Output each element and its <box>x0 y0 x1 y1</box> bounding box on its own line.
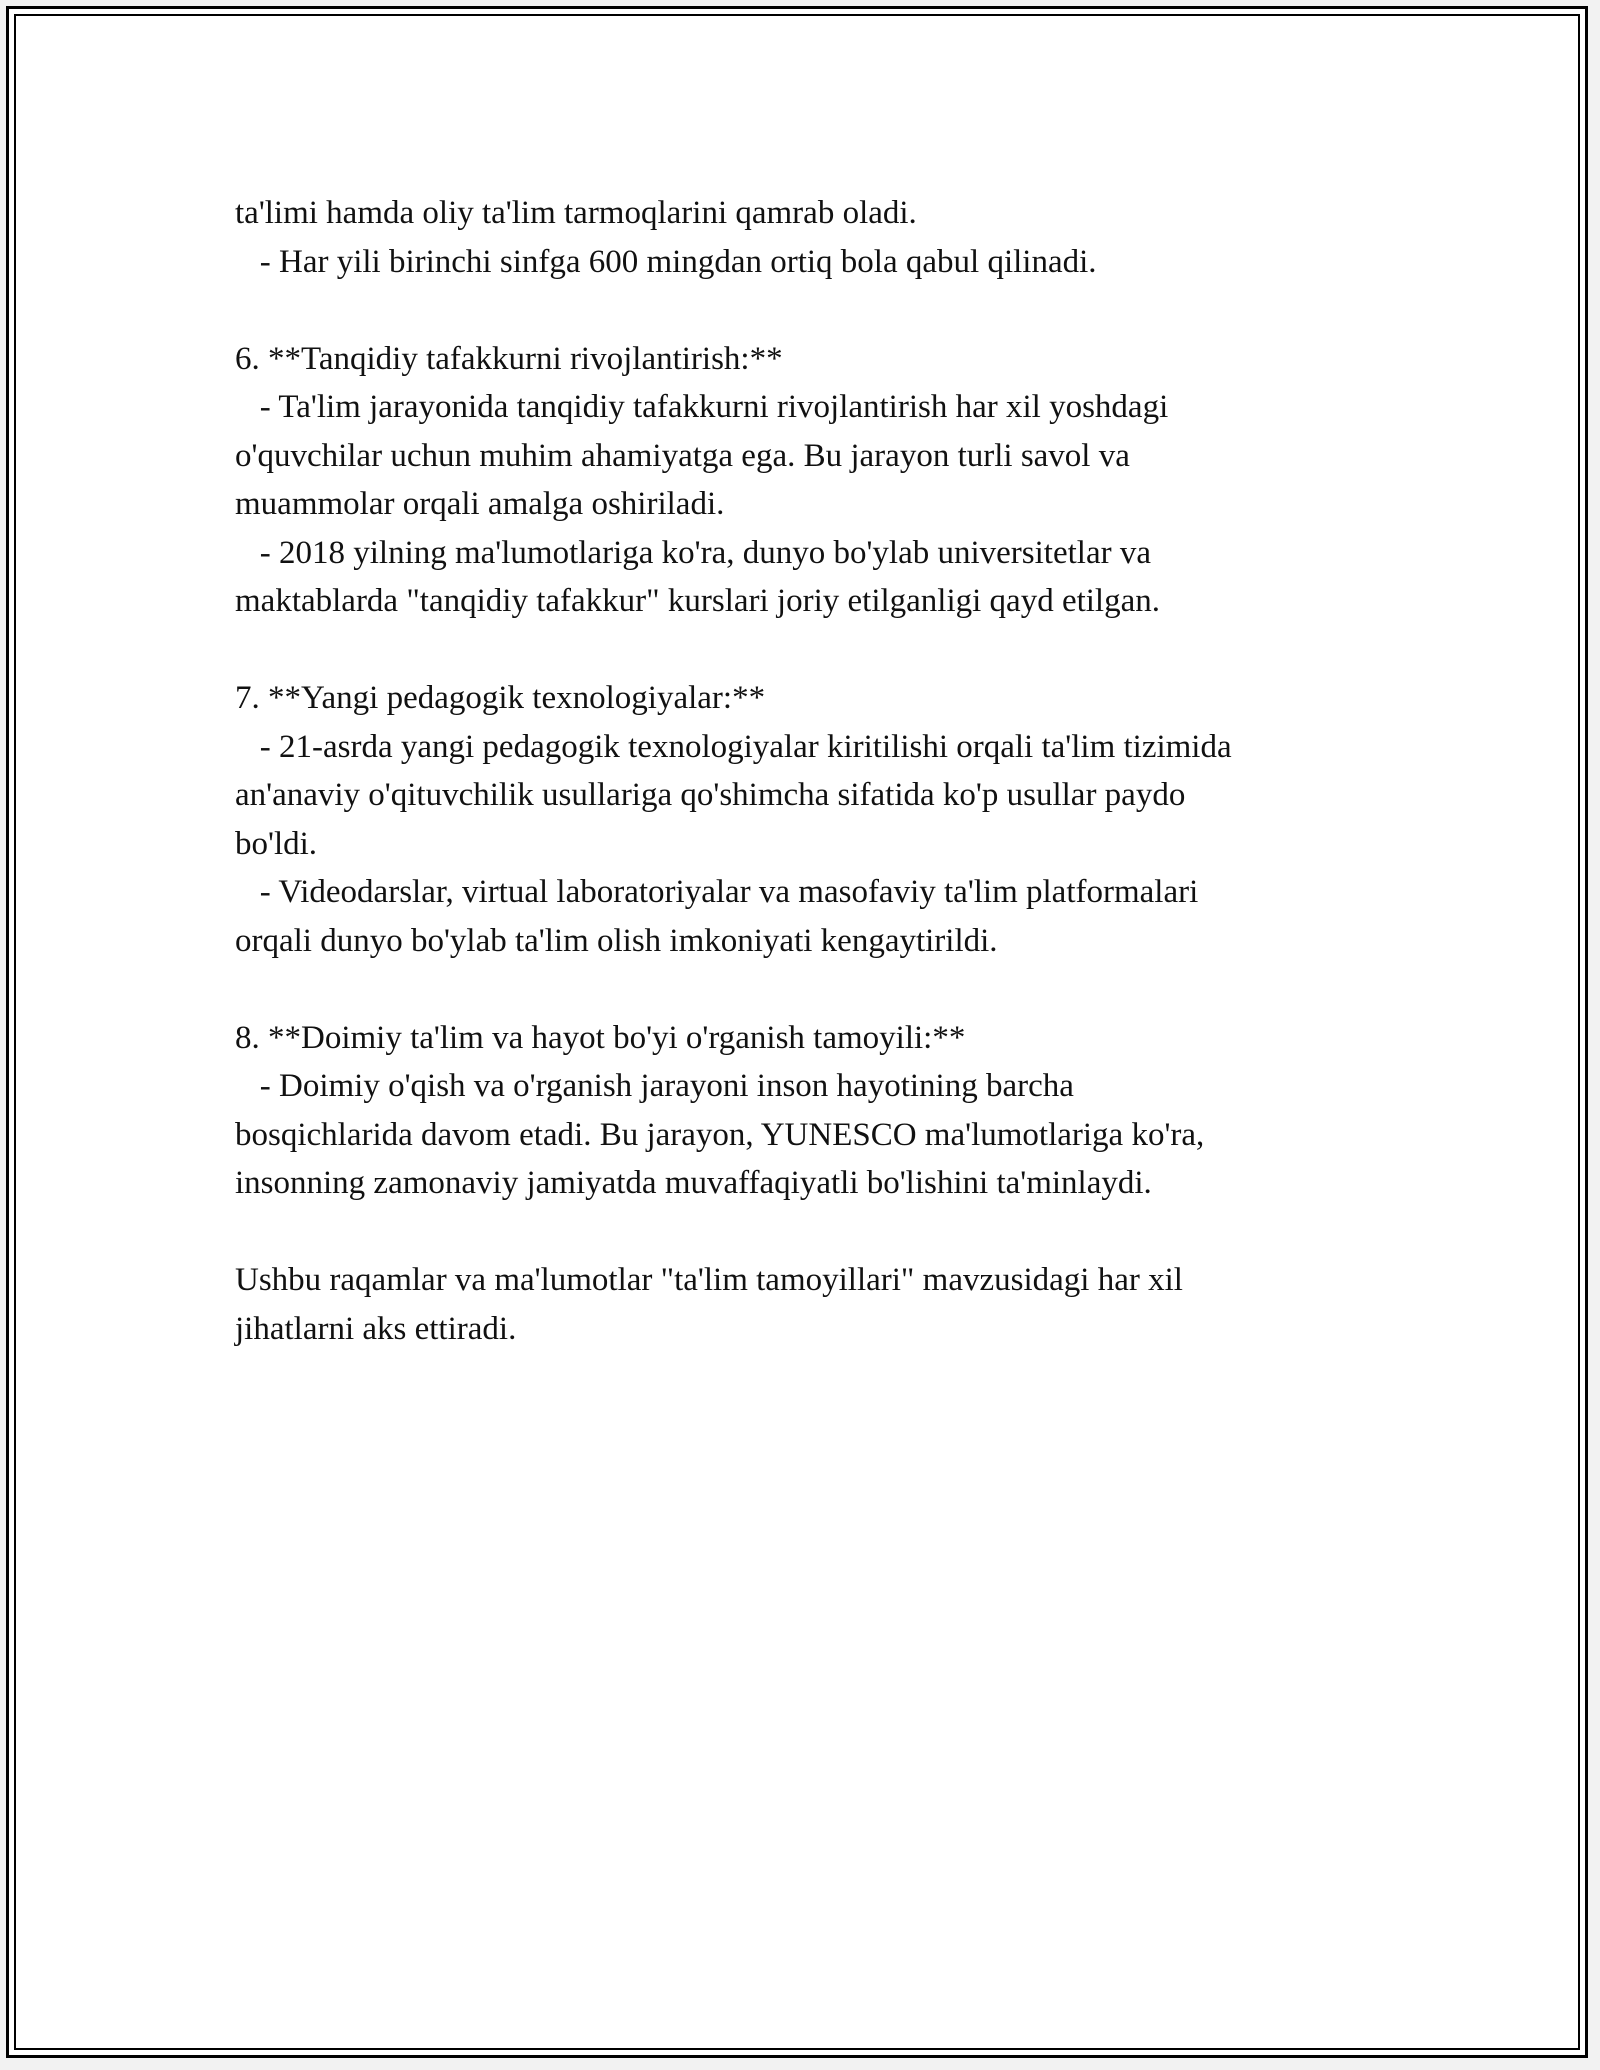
text-line: ta'limi hamda oliy ta'lim tarmoqlarini qamrab oladi. <box>235 195 917 231</box>
text-line: orqali dunyo bo'ylab ta'lim olish imkoniyati kengaytirildi. <box>235 922 998 959</box>
section-heading-8: 8. **Doimiy ta'lim va hayot bo'yi o'rganish tamoyili:** <box>235 1019 966 1056</box>
section-heading-7: 7. **Yangi pedagogik texnologiyalar:** <box>235 680 766 716</box>
text-line: an'anaviy o'qituvchilik usullariga qo'shimcha sifatida ko'p usullar paydo <box>235 777 1186 813</box>
document-page <box>6 6 1588 2058</box>
blank-line <box>235 286 1415 335</box>
blank-line <box>235 1208 1415 1257</box>
text-line: - 21-asrda yangi pedagogik texnologiyalar kiritilishi orqali ta'lim tizimida <box>235 728 1232 765</box>
conclusion-line: Ushbu raqamlar va ma'lumotlar "ta'lim tamoyillari" mavzusidagi har xil <box>235 1262 1183 1298</box>
text-line: - 2018 yilning ma'lumotlariga ko'ra, dunyo bo'ylab universitetlar va <box>235 534 1151 571</box>
text-line: o'quvchilar uchun muhim ahamiyatga ega. Bu jarayon turli savol va <box>235 437 1130 474</box>
blank-line <box>235 626 1415 675</box>
text-line: insonning zamonaviy jamiyatda muvaffaqiyatli bo'lishini ta'minlaydi. <box>235 1165 1152 1201</box>
text-line: bo'ldi. <box>235 825 318 862</box>
blank-line <box>235 965 1415 1014</box>
text-line: maktablarda "tanqidiy tafakkur" kurslari joriy etilganligi qayd etilgan. <box>235 583 1160 619</box>
text-line: muammolar orqali amalga oshiriladi. <box>235 486 725 522</box>
section-heading-6: 6. **Tanqidiy tafakkurni rivojlantirish:** <box>235 340 783 377</box>
text-line: - Videodarslar, virtual laboratoriyalar va masofaviy ta'lim platformalari <box>235 874 1199 910</box>
document-body <box>235 189 1415 1353</box>
text-line: bosqichlarida davom etadi. Bu jarayon, YUNESCO ma'lumotlariga ko'ra, <box>235 1116 1205 1153</box>
text-line: - Doimiy o'qish va o'rganish jarayoni inson hayotining barcha <box>235 1068 1074 1104</box>
text-line: - Ta'lim jarayonida tanqidiy tafakkurni rivojlantirish har xil yoshdagi <box>235 389 1169 425</box>
conclusion-line: jihatlarni aks ettiradi. <box>235 1310 517 1347</box>
text-line: - Har yili birinchi sinfga 600 mingdan ortiq bola qabul qilinadi. <box>235 243 1097 280</box>
